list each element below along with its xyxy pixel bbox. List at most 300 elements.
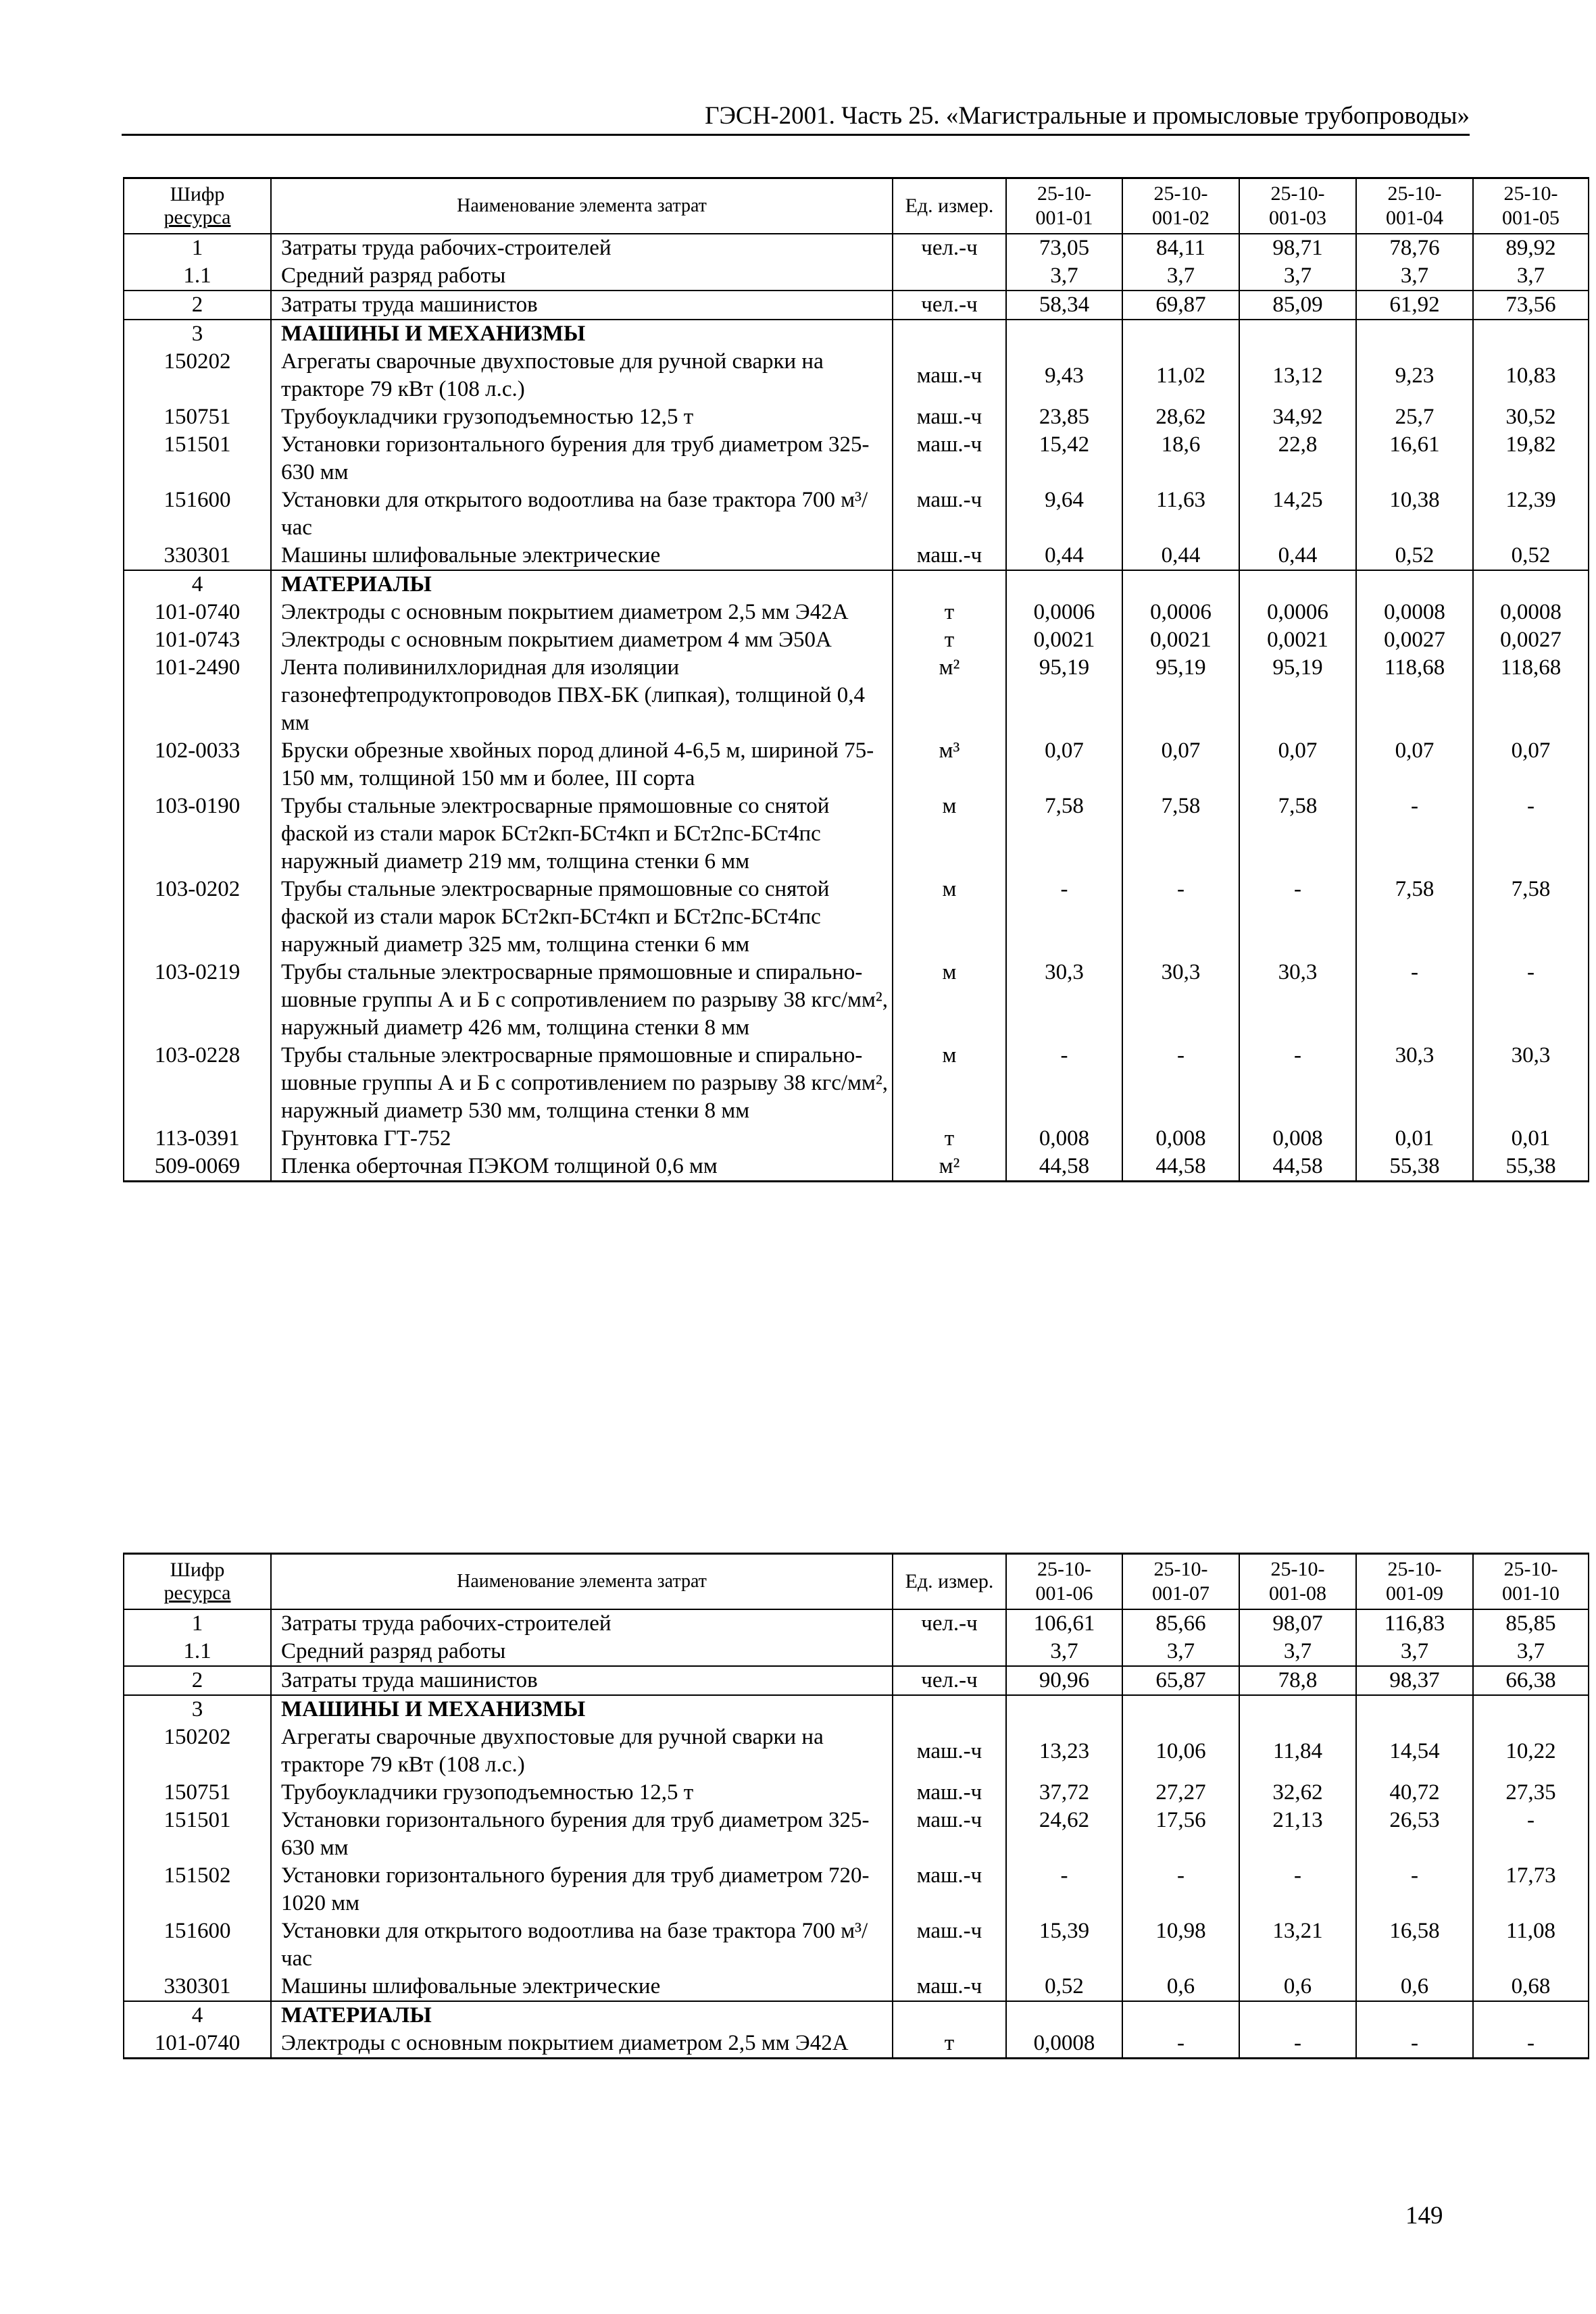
cost-element-name: Машины шлифовальные электрические xyxy=(271,1973,893,2001)
unit-cell: чел.-ч xyxy=(893,234,1006,262)
value-cell: 3,7 xyxy=(1239,262,1356,291)
resource-code: 151600 xyxy=(124,1917,271,1973)
cost-element-name: Электроды с основным покрытием диаметром 2,5 мм Э42А xyxy=(271,599,893,626)
resource-code: 4 xyxy=(124,570,271,599)
value-cell: 10,98 xyxy=(1122,1917,1239,1973)
norm-code-line: 25-10- xyxy=(1270,1558,1325,1580)
value-cell: 44,58 xyxy=(1239,1153,1356,1182)
cost-element-name: Машины шлифовальные электрические xyxy=(271,542,893,570)
value-cell: 0,0006 xyxy=(1239,599,1356,626)
resource-code: 1.1 xyxy=(124,262,271,291)
value-cell: 3,7 xyxy=(1239,1638,1356,1666)
norm-code-line: 001-04 xyxy=(1386,207,1443,229)
value-cell: 27,35 xyxy=(1473,1779,1589,1807)
table-row xyxy=(124,876,1589,959)
value-cell: 32,62 xyxy=(1239,1779,1356,1807)
value-cell: 19,82 xyxy=(1473,431,1589,486)
value-cell: - xyxy=(1239,1042,1356,1125)
unit-cell: маш.-ч xyxy=(893,1724,1006,1779)
unit-cell xyxy=(893,320,1006,348)
value-cell: - xyxy=(1473,1807,1589,1862)
cost-element-name: Трубы стальные электросварные прямошовные и спирально-шовные группы А и Б с сопротивлением по разрыву 38 кгс/мм², наружный диаметр 530 мм, толщина стенки 8 мм xyxy=(271,1042,893,1125)
norm-code-line: 25-10- xyxy=(1153,182,1208,205)
value-cell xyxy=(1006,320,1122,348)
cost-element-name: Агрегаты сварочные двухпостовые для ручной сварки на тракторе 79 кВт (108 л.с.) xyxy=(271,348,893,403)
value-cell: 37,72 xyxy=(1006,1779,1122,1807)
value-cell xyxy=(1473,1695,1589,1724)
resource-code: 1 xyxy=(124,1609,271,1638)
header-code-label: ресурса xyxy=(164,206,231,228)
norm-code-line: 25-10- xyxy=(1153,1558,1208,1580)
table-row xyxy=(124,1042,1589,1125)
unit-cell: чел.-ч xyxy=(893,1666,1006,1695)
header-norm-code xyxy=(1473,1554,1589,1610)
resource-code: 103-0228 xyxy=(124,1042,271,1125)
header-code-label: ресурса xyxy=(164,1582,231,1604)
value-cell: 3,7 xyxy=(1122,1638,1239,1666)
value-cell: 0,52 xyxy=(1356,542,1473,570)
table-row xyxy=(124,2030,1589,2059)
header-norm-code xyxy=(1239,178,1356,234)
unit-cell: т xyxy=(893,626,1006,654)
resource-code: 2 xyxy=(124,291,271,320)
norm-code-line: 25-10- xyxy=(1503,182,1558,205)
value-cell xyxy=(1356,1695,1473,1724)
value-cell: 3,7 xyxy=(1006,1638,1122,1666)
value-cell: 0,0021 xyxy=(1006,626,1122,654)
resource-code: 101-2490 xyxy=(124,654,271,737)
value-cell: 73,05 xyxy=(1006,234,1122,262)
unit-cell: м² xyxy=(893,654,1006,737)
resource-code: 330301 xyxy=(124,1973,271,2001)
value-cell: 90,96 xyxy=(1006,1666,1122,1695)
unit-cell xyxy=(893,1638,1006,1666)
cost-element-name: Установки горизонтального бурения для труб диаметром 325-630 мм xyxy=(271,431,893,486)
unit-cell xyxy=(893,262,1006,291)
value-cell: 3,7 xyxy=(1122,262,1239,291)
cost-element-name: Затраты труда рабочих-строителей xyxy=(271,1609,893,1638)
value-cell: 98,07 xyxy=(1239,1609,1356,1638)
value-cell: 85,09 xyxy=(1239,291,1356,320)
table-row xyxy=(124,1153,1589,1182)
cost-element-name: Лента поливинилхлоридная для изоляции газонефтепродуктопроводов ПВХ-БК (липкая), толщиной 0,4 мм xyxy=(271,654,893,737)
value-cell xyxy=(1122,2001,1239,2030)
value-cell: 11,63 xyxy=(1122,486,1239,542)
value-cell: 0,0006 xyxy=(1122,599,1239,626)
value-cell: 23,85 xyxy=(1006,403,1122,431)
table-row xyxy=(124,348,1589,403)
value-cell xyxy=(1356,570,1473,599)
resource-code: 151600 xyxy=(124,486,271,542)
value-cell: 0,0008 xyxy=(1006,2030,1122,2059)
value-cell xyxy=(1356,2001,1473,2030)
cost-element-name: Трубы стальные электросварные прямошовные со снятой фаской из стали марок БСт2кп-БСт4кп и БСт2пс-БСт4пс наружный диаметр 325 мм, толщина стенки 6 мм xyxy=(271,876,893,959)
resource-code: 1 xyxy=(124,234,271,262)
unit-cell: м xyxy=(893,1042,1006,1125)
value-cell: 106,61 xyxy=(1006,1609,1122,1638)
norm-code-line: 001-07 xyxy=(1152,1582,1210,1605)
value-cell: 7,58 xyxy=(1122,793,1239,876)
norm-code-line: 001-03 xyxy=(1269,207,1326,229)
value-cell: 55,38 xyxy=(1356,1153,1473,1182)
table-body xyxy=(124,1609,1589,2059)
cost-element-name: Затраты труда рабочих-строителей xyxy=(271,234,893,262)
value-cell: 11,84 xyxy=(1239,1724,1356,1779)
value-cell: 0,44 xyxy=(1122,542,1239,570)
section-title: МАТЕРИАЛЫ xyxy=(271,570,893,599)
table-row xyxy=(124,1638,1589,1666)
resource-code: 101-0740 xyxy=(124,599,271,626)
norm-code-line: 25-10- xyxy=(1503,1558,1558,1580)
table-row xyxy=(124,1666,1589,1695)
resource-code: 150202 xyxy=(124,1724,271,1779)
value-cell: 10,83 xyxy=(1473,348,1589,403)
norm-code-line: 25-10- xyxy=(1037,182,1091,205)
value-cell: 116,83 xyxy=(1356,1609,1473,1638)
value-cell: - xyxy=(1006,1042,1122,1125)
value-cell: 44,58 xyxy=(1006,1153,1122,1182)
value-cell: 0,0006 xyxy=(1006,599,1122,626)
value-cell: 95,19 xyxy=(1239,654,1356,737)
table-row xyxy=(124,486,1589,542)
cost-element-name: Трубы стальные электросварные прямошовные и спирально-шовные группы А и Б с сопротивлением по разрыву 38 кгс/мм², наружный диаметр 426 мм, толщина стенки 8 мм xyxy=(271,959,893,1042)
resource-code: 101-0740 xyxy=(124,2030,271,2059)
unit-cell: маш.-ч xyxy=(893,1807,1006,1862)
value-cell: 7,58 xyxy=(1006,793,1122,876)
value-cell: 0,07 xyxy=(1239,737,1356,793)
unit-cell xyxy=(893,570,1006,599)
header-name-cell: Наименование элемента затрат xyxy=(271,1554,893,1610)
value-cell: 3,7 xyxy=(1473,1638,1589,1666)
value-cell: 30,3 xyxy=(1122,959,1239,1042)
table-row xyxy=(124,959,1589,1042)
value-cell: 85,85 xyxy=(1473,1609,1589,1638)
unit-cell: маш.-ч xyxy=(893,542,1006,570)
cost-element-name: Установки горизонтального бурения для труб диаметром 720-1020 мм xyxy=(271,1862,893,1917)
value-cell: - xyxy=(1122,1042,1239,1125)
value-cell: 0,0008 xyxy=(1473,599,1589,626)
norm-code-line: 001-09 xyxy=(1386,1582,1443,1605)
value-cell: - xyxy=(1122,876,1239,959)
value-cell: 73,56 xyxy=(1473,291,1589,320)
value-cell: 69,87 xyxy=(1122,291,1239,320)
value-cell: - xyxy=(1239,876,1356,959)
value-cell: 78,76 xyxy=(1356,234,1473,262)
resource-code: 3 xyxy=(124,320,271,348)
table-header xyxy=(124,1554,1589,1610)
table-row xyxy=(124,737,1589,793)
header-code-cell xyxy=(124,1554,271,1610)
unit-cell: маш.-ч xyxy=(893,431,1006,486)
value-cell: 30,3 xyxy=(1006,959,1122,1042)
value-cell: 0,6 xyxy=(1239,1973,1356,2001)
value-cell: 9,23 xyxy=(1356,348,1473,403)
value-cell xyxy=(1122,570,1239,599)
value-cell: 89,92 xyxy=(1473,234,1589,262)
table-row xyxy=(124,626,1589,654)
unit-cell: маш.-ч xyxy=(893,403,1006,431)
norm-code-line: 25-10- xyxy=(1387,1558,1442,1580)
value-cell: 13,12 xyxy=(1239,348,1356,403)
value-cell: 0,52 xyxy=(1473,542,1589,570)
section-row xyxy=(124,2001,1589,2030)
table-body xyxy=(124,234,1589,1182)
value-cell xyxy=(1473,320,1589,348)
value-cell: 30,52 xyxy=(1473,403,1589,431)
page-header xyxy=(122,101,1470,136)
value-cell: - xyxy=(1356,959,1473,1042)
value-cell: 0,008 xyxy=(1006,1125,1122,1153)
value-cell: - xyxy=(1473,2030,1589,2059)
resource-table-2 xyxy=(123,1553,1589,2059)
resource-code: 103-0190 xyxy=(124,793,271,876)
value-cell: 21,13 xyxy=(1239,1807,1356,1862)
value-cell: 0,01 xyxy=(1473,1125,1589,1153)
value-cell: 78,8 xyxy=(1239,1666,1356,1695)
value-cell: 95,19 xyxy=(1006,654,1122,737)
norm-code-line: 001-02 xyxy=(1152,207,1210,229)
value-cell: 0,07 xyxy=(1473,737,1589,793)
cost-element-name: Грунтовка ГТ-752 xyxy=(271,1125,893,1153)
value-cell: 3,7 xyxy=(1473,262,1589,291)
value-cell: 9,43 xyxy=(1006,348,1122,403)
header-norm-code xyxy=(1006,1554,1122,1610)
document-title: ГЭСН-2001. Часть 25. «Магистральные и промысловые трубопроводы» xyxy=(705,102,1470,130)
resource-code: 4 xyxy=(124,2001,271,2030)
value-cell: 65,87 xyxy=(1122,1666,1239,1695)
header-norm-code xyxy=(1122,178,1239,234)
unit-cell: чел.-ч xyxy=(893,291,1006,320)
header-code-label: Шифр xyxy=(170,1559,225,1581)
resource-code: 150751 xyxy=(124,403,271,431)
value-cell: 0,44 xyxy=(1239,542,1356,570)
cost-element-name: Электроды с основным покрытием диаметром 4 мм Э50А xyxy=(271,626,893,654)
section-title: МАШИНЫ И МЕХАНИЗМЫ xyxy=(271,320,893,348)
table-header xyxy=(124,178,1589,234)
table-row xyxy=(124,1609,1589,1638)
table-row xyxy=(124,1724,1589,1779)
value-cell xyxy=(1006,1695,1122,1724)
value-cell xyxy=(1239,320,1356,348)
value-cell: 30,3 xyxy=(1356,1042,1473,1125)
section-row xyxy=(124,1695,1589,1724)
table-row xyxy=(124,403,1589,431)
cost-element-name: Пленка оберточная ПЭКОМ толщиной 0,6 мм xyxy=(271,1153,893,1182)
value-cell: 11,02 xyxy=(1122,348,1239,403)
header-code-cell xyxy=(124,178,271,234)
unit-cell: м xyxy=(893,793,1006,876)
value-cell: 16,61 xyxy=(1356,431,1473,486)
value-cell: 61,92 xyxy=(1356,291,1473,320)
value-cell: 14,25 xyxy=(1239,486,1356,542)
header-norm-code xyxy=(1239,1554,1356,1610)
value-cell: 22,8 xyxy=(1239,431,1356,486)
value-cell: 15,39 xyxy=(1006,1917,1122,1973)
unit-cell: маш.-ч xyxy=(893,1862,1006,1917)
value-cell: 0,0027 xyxy=(1356,626,1473,654)
value-cell: 58,34 xyxy=(1006,291,1122,320)
value-cell: 34,92 xyxy=(1239,403,1356,431)
table-row xyxy=(124,1807,1589,1862)
header-norm-code xyxy=(1473,178,1589,234)
value-cell: - xyxy=(1356,793,1473,876)
table-row xyxy=(124,431,1589,486)
cost-element-name: Бруски обрезные хвойных пород длиной 4-6,5 м, шириной 75-150 мм, толщиной 150 мм и более, III сорта xyxy=(271,737,893,793)
value-cell xyxy=(1006,570,1122,599)
value-cell: 98,37 xyxy=(1356,1666,1473,1695)
value-cell: 0,0027 xyxy=(1473,626,1589,654)
cost-element-name: Затраты труда машинистов xyxy=(271,291,893,320)
resource-code: 102-0033 xyxy=(124,737,271,793)
section-row xyxy=(124,570,1589,599)
unit-cell: чел.-ч xyxy=(893,1609,1006,1638)
norm-code-line: 001-05 xyxy=(1502,207,1560,229)
value-cell: - xyxy=(1122,1862,1239,1917)
header-norm-code xyxy=(1006,178,1122,234)
value-cell: 0,0021 xyxy=(1122,626,1239,654)
value-cell xyxy=(1239,1695,1356,1724)
value-cell: 13,23 xyxy=(1006,1724,1122,1779)
value-cell: 15,42 xyxy=(1006,431,1122,486)
value-cell: 10,22 xyxy=(1473,1724,1589,1779)
table-row xyxy=(124,1779,1589,1807)
resource-code: 103-0202 xyxy=(124,876,271,959)
unit-cell xyxy=(893,2001,1006,2030)
cost-element-name: Трубы стальные электросварные прямошовные со снятой фаской из стали марок БСт2кп-БСт4кп и БСт2пс-БСт4пс наружный диаметр 219 мм, толщина стенки 6 мм xyxy=(271,793,893,876)
header-code-label: Шифр xyxy=(170,183,225,205)
table-row xyxy=(124,1973,1589,2001)
table-row xyxy=(124,1125,1589,1153)
value-cell: - xyxy=(1006,1862,1122,1917)
header-row xyxy=(124,178,1589,234)
resource-code: 151501 xyxy=(124,431,271,486)
value-cell: 118,68 xyxy=(1473,654,1589,737)
value-cell: 0,0008 xyxy=(1356,599,1473,626)
value-cell: 0,07 xyxy=(1006,737,1122,793)
resource-code: 151502 xyxy=(124,1862,271,1917)
resource-code: 2 xyxy=(124,1666,271,1695)
unit-cell: маш.-ч xyxy=(893,348,1006,403)
section-title: МАШИНЫ И МЕХАНИЗМЫ xyxy=(271,1695,893,1724)
value-cell: 3,7 xyxy=(1356,262,1473,291)
resource-code: 150202 xyxy=(124,348,271,403)
value-cell: 26,53 xyxy=(1356,1807,1473,1862)
value-cell: 30,3 xyxy=(1239,959,1356,1042)
resource-code: 1.1 xyxy=(124,1638,271,1666)
header-unit-cell: Ед. измер. xyxy=(893,1554,1006,1610)
cost-element-name: Затраты труда машинистов xyxy=(271,1666,893,1695)
value-cell: 16,58 xyxy=(1356,1917,1473,1973)
section-row xyxy=(124,320,1589,348)
value-cell: 40,72 xyxy=(1356,1779,1473,1807)
value-cell xyxy=(1122,1695,1239,1724)
norm-code-line: 001-06 xyxy=(1035,1582,1093,1605)
header-unit-cell: Ед. измер. xyxy=(893,178,1006,234)
table-row xyxy=(124,262,1589,291)
unit-cell: маш.-ч xyxy=(893,486,1006,542)
table-row xyxy=(124,1917,1589,1973)
value-cell: 0,52 xyxy=(1006,1973,1122,2001)
value-cell: - xyxy=(1239,2030,1356,2059)
value-cell: 0,68 xyxy=(1473,1973,1589,2001)
resource-code: 101-0743 xyxy=(124,626,271,654)
value-cell: 0,44 xyxy=(1006,542,1122,570)
unit-cell: м² xyxy=(893,1153,1006,1182)
value-cell: 17,73 xyxy=(1473,1862,1589,1917)
value-cell: 11,08 xyxy=(1473,1917,1589,1973)
cost-element-name: Трубоукладчики грузоподъемностью 12,5 т xyxy=(271,1779,893,1807)
value-cell: 0,01 xyxy=(1356,1125,1473,1153)
header-name-cell: Наименование элемента затрат xyxy=(271,178,893,234)
norm-code-line: 001-01 xyxy=(1035,207,1093,229)
value-cell: 18,6 xyxy=(1122,431,1239,486)
cost-element-name: Средний разряд работы xyxy=(271,1638,893,1666)
header-norm-code xyxy=(1356,178,1473,234)
value-cell: 0,6 xyxy=(1356,1973,1473,2001)
resource-code: 509-0069 xyxy=(124,1153,271,1182)
value-cell: - xyxy=(1356,1862,1473,1917)
value-cell xyxy=(1006,2001,1122,2030)
value-cell: 3,7 xyxy=(1356,1638,1473,1666)
value-cell xyxy=(1473,2001,1589,2030)
unit-cell xyxy=(893,1695,1006,1724)
value-cell: 0,008 xyxy=(1122,1125,1239,1153)
resource-code: 151501 xyxy=(124,1807,271,1862)
value-cell xyxy=(1122,320,1239,348)
table-row xyxy=(124,1862,1589,1917)
value-cell: 14,54 xyxy=(1356,1724,1473,1779)
unit-cell: т xyxy=(893,2030,1006,2059)
cost-element-name: Средний разряд работы xyxy=(271,262,893,291)
value-cell: 95,19 xyxy=(1122,654,1239,737)
value-cell: 30,3 xyxy=(1473,1042,1589,1125)
resource-code: 330301 xyxy=(124,542,271,570)
cost-element-name: Установки для открытого водоотлива на базе трактора 700 м³/час xyxy=(271,486,893,542)
value-cell xyxy=(1473,570,1589,599)
table-row xyxy=(124,793,1589,876)
table-row xyxy=(124,599,1589,626)
resource-code: 3 xyxy=(124,1695,271,1724)
table-row xyxy=(124,654,1589,737)
value-cell: 7,58 xyxy=(1356,876,1473,959)
value-cell xyxy=(1356,320,1473,348)
unit-cell: маш.-ч xyxy=(893,1917,1006,1973)
cost-element-name: Электроды с основным покрытием диаметром 2,5 мм Э42А xyxy=(271,2030,893,2059)
value-cell xyxy=(1239,570,1356,599)
value-cell: 10,06 xyxy=(1122,1724,1239,1779)
unit-cell: маш.-ч xyxy=(893,1779,1006,1807)
table-row xyxy=(124,542,1589,570)
table-row xyxy=(124,291,1589,320)
value-cell: 66,38 xyxy=(1473,1666,1589,1695)
unit-cell: маш.-ч xyxy=(893,1973,1006,2001)
cost-element-name: Установки горизонтального бурения для труб диаметром 325-630 мм xyxy=(271,1807,893,1862)
cost-element-name: Трубоукладчики грузоподъемностью 12,5 т xyxy=(271,403,893,431)
value-cell: - xyxy=(1006,876,1122,959)
norm-code-line: 001-08 xyxy=(1269,1582,1326,1605)
value-cell: 0,07 xyxy=(1356,737,1473,793)
value-cell: 55,38 xyxy=(1473,1153,1589,1182)
norm-code-line: 25-10- xyxy=(1270,182,1325,205)
section-title: МАТЕРИАЛЫ xyxy=(271,2001,893,2030)
unit-cell: т xyxy=(893,599,1006,626)
header-norm-code xyxy=(1356,1554,1473,1610)
value-cell: 12,39 xyxy=(1473,486,1589,542)
value-cell: - xyxy=(1122,2030,1239,2059)
value-cell: 13,21 xyxy=(1239,1917,1356,1973)
table-row xyxy=(124,234,1589,262)
resource-code: 103-0219 xyxy=(124,959,271,1042)
